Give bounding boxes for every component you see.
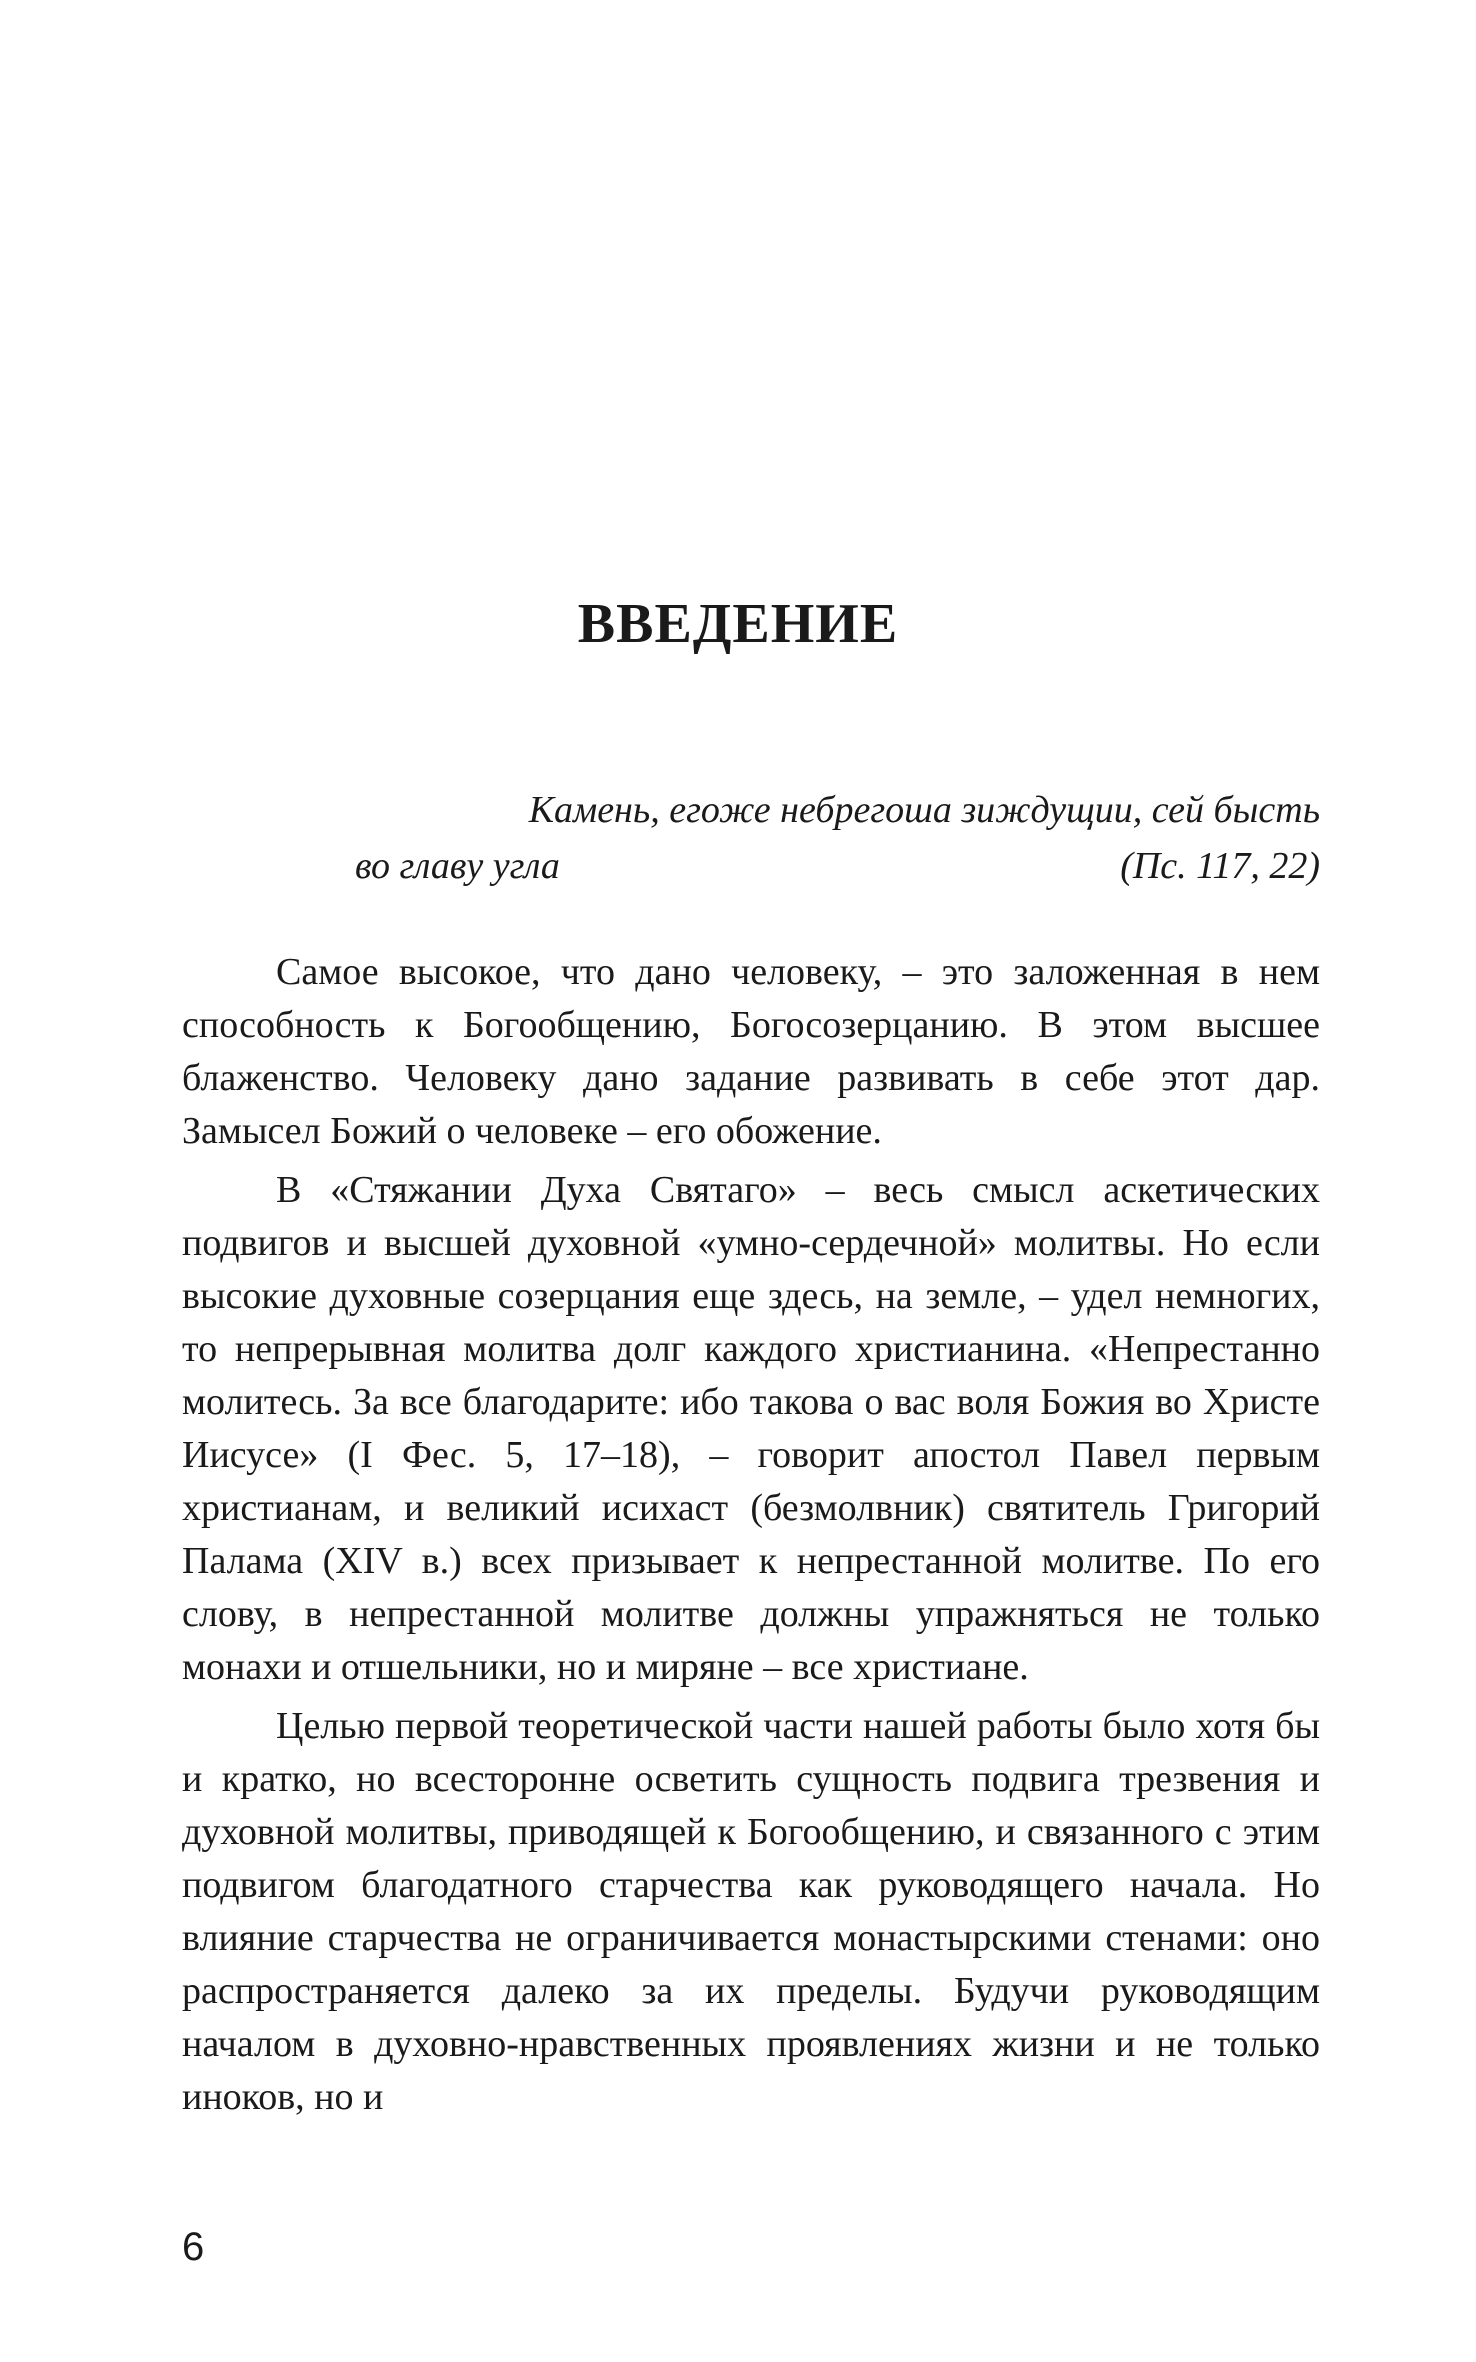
epigraph	[355, 782, 1320, 894]
epigraph-line-2-row	[355, 838, 1320, 894]
page-number: 6	[182, 2225, 205, 2269]
body-text	[182, 946, 1320, 2130]
paragraph-1: Самое высокое, что дано человеку, – это заложенная в нем способность к Богообщению, Богосозерцанию. В этом высшее блаженство. Человеку дано задание развивать в себе этот дар. Замысел Божий о человеке – его обожение.	[182, 951, 1320, 1152]
epigraph-line-2: во главу угла	[355, 845, 560, 887]
paragraph-2: В «Стяжании Духа Святаго» – весь смысл аскетических подвигов и высшей духовной «умно-сердечной» молитвы. Но если высокие духовные созерцания еще здесь, на земле, – удел немногих, то непрерывная молитва долг каждого христианина. «Непрестанно молитесь. За все благодарите: ибо такова о вас воля Божия во Христе Иисусе» (I Фес. 5, 17–18), – говорит апостол Павел первым христианам, и великий исихаст (безмолвник) святитель Григорий Палама (XIV в.) всех призывает к непрестанной молитве. По его слову, в непрестанной молитве должны упражняться не только монахи и отшельники, но и миряне – все христиане.	[182, 1169, 1320, 1688]
epigraph-reference: (Пс. 117, 22)	[1120, 845, 1320, 887]
chapter-title: ВВЕДЕНИЕ	[577, 593, 899, 655]
epigraph-line-1: Камень, егоже небрегоша зиждущии, сей бысть	[528, 789, 1320, 831]
paragraph-3: Целью первой теоретической части нашей работы было хотя бы и кратко, но всесторонне осветить сущность подвига трезвения и духовной молитвы, приводящей к Богообщению, и связанного с этим подвигом благодатного старчества как руководящего начала. Но влияние старчества не ограничивается монастырскими стенами: оно распространяется далеко за их пределы. Будучи руководящим началом в духовно-нравственных проявлениях жизни и не только иноков, но и	[182, 1705, 1320, 2118]
